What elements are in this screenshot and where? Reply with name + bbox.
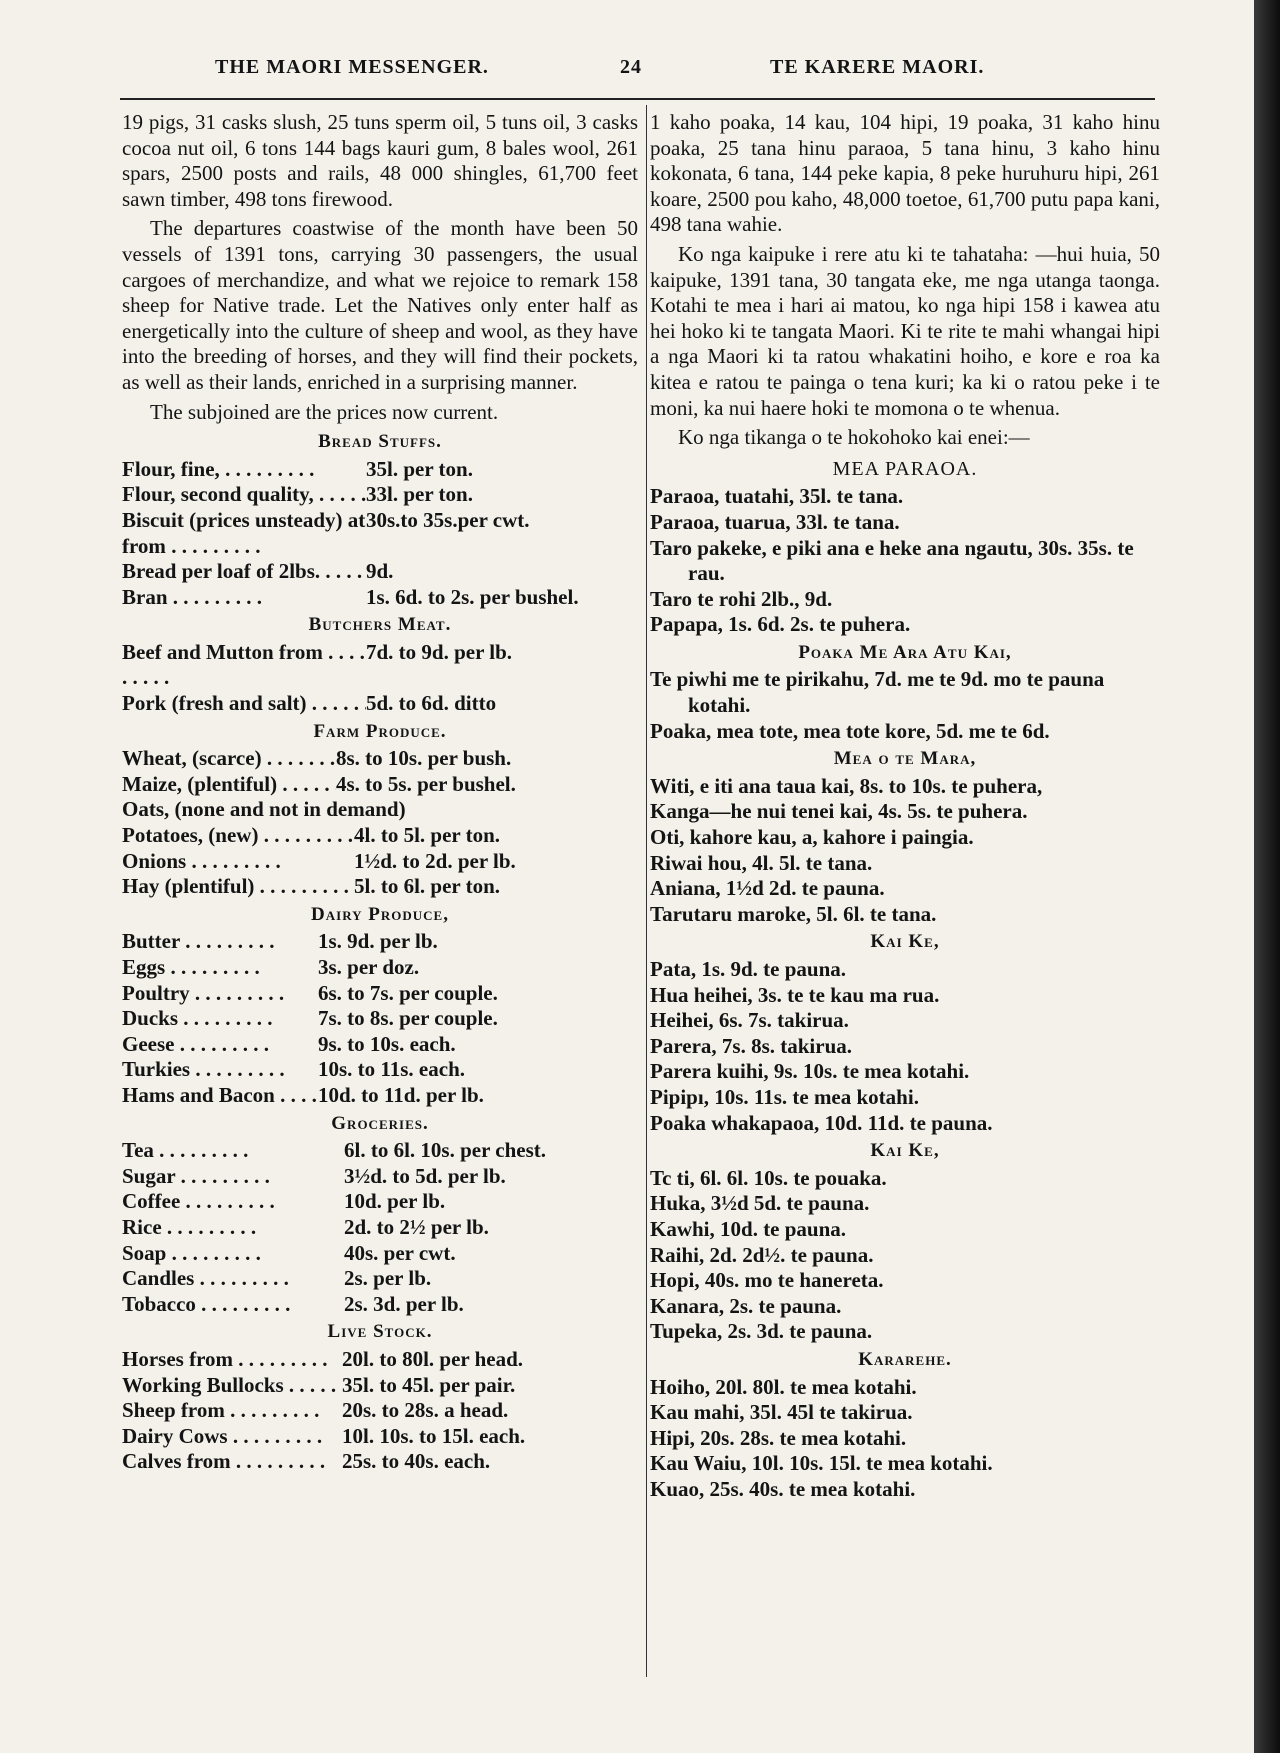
item-price: 8s. to 10s. per bush. (336, 746, 512, 771)
list-item: Aniana, 1½d 2d. te pauna. (650, 876, 885, 901)
price-row (122, 1032, 638, 1058)
section-bread-stuffs: Bread Stuffs. (318, 431, 442, 453)
item-name: Working Bullocks . . . (122, 1373, 342, 1399)
section-live-stock: Live Stock. (327, 1321, 433, 1343)
item-price: 5l. to 6l. per ton. (354, 874, 501, 899)
farm-list (122, 746, 638, 900)
price-row (122, 1164, 638, 1190)
list-item: Raihi, 2d. 2d½. te pauna. (650, 1242, 874, 1267)
list-item: Oti, kahore kau, a, kahore i paingia. (650, 825, 974, 850)
item-name: Beef and Mutton from . . . (122, 640, 366, 691)
item-name: Poultry . . . (122, 981, 318, 1007)
list-item: Pata, 1s. 9d. te pauna. (650, 957, 847, 981)
price-row (122, 559, 638, 585)
price-row (122, 585, 638, 611)
list-item: Poaka whakapaoa, 10d. 11d. te pauna. (650, 1110, 993, 1135)
item-price: 7d. to 9d. per lb. (366, 639, 513, 664)
list-item: Heihei, 6s. 7s. takirua. (650, 1008, 849, 1033)
maori-column (650, 110, 1160, 1502)
english-column (122, 110, 638, 1475)
item-price: 9d. (366, 559, 394, 584)
list-item: Taro te rohi 2lb., 9d. (650, 586, 833, 611)
item-price: 30s.to 35s.per cwt. (366, 507, 530, 532)
list-item: Hoiho, 20l. 80l. te mea kotahi. (650, 1374, 917, 1399)
item-name: Biscuit (prices unsteady) at from . . . (122, 508, 366, 559)
item-price: 2d. to 2½ per lb. (344, 1214, 489, 1239)
price-row (122, 823, 638, 849)
item-name: Eggs . . . (122, 955, 318, 981)
item-name: Hams and Bacon . . . (122, 1083, 318, 1109)
item-name: Wheat, (scarce) . . . (122, 746, 336, 772)
price-row (122, 482, 638, 508)
price-row (122, 772, 638, 798)
item-price: 10s. to 11s. each. (318, 1057, 465, 1082)
price-row (122, 1292, 638, 1318)
list-item: Kanga—he nui tenei kai, 4s. 5s. te puhera. (650, 799, 1028, 824)
item-price: 4l. to 5l. per ton. (354, 823, 501, 848)
header-rule (120, 98, 1155, 100)
item-price: 35l. per ton. (366, 456, 473, 481)
section-kararehe: Kararehe. (858, 1348, 952, 1370)
price-row (122, 1241, 638, 1267)
list-item: Paraoa, tuarua, 33l. te tana. (650, 509, 900, 534)
section-dairy-produce: Dairy Produce, (311, 903, 449, 925)
list-item: Witi, e iti ana taua kai, 8s. to 10s. te puhera, (650, 773, 1043, 798)
list-item: Hopi, 40s. mo te hanereta. (650, 1268, 884, 1293)
item-price: 10d. to 11d. per lb. (318, 1082, 484, 1107)
item-price: 2s. 3d. per lb. (344, 1291, 464, 1316)
section-farm-produce: Farm Produce. (313, 720, 447, 742)
list-item: Pipipı, 10s. 11s. te mea kotahi. (650, 1084, 919, 1109)
item-name: Flour, second quality, . . . (122, 482, 366, 508)
list-item: Poaka, mea tote, mea tote kore, 5d. me te 6d. (650, 718, 1050, 743)
item-price: 35l. to 45l. per pair. (342, 1372, 516, 1397)
item-price: 1s. 9d. per lb. (318, 929, 438, 954)
item-price: 25s. to 40s. each. (342, 1449, 491, 1474)
item-name: Candles . . . (122, 1266, 344, 1292)
item-price: 20s. to 28s. a head. (342, 1398, 509, 1423)
item-price: 1½d. to 2d. per lb. (354, 848, 516, 873)
price-row (122, 929, 638, 955)
prices-intro: The subjoined are the prices now current. (150, 399, 499, 424)
item-name: Soap . . . (122, 1241, 344, 1267)
list-item: Parera kuihi, 9s. 10s. te mea kotahi. (650, 1059, 970, 1084)
item-name: Tea . . . (122, 1138, 344, 1164)
departures-paragraph: The departures coastwise of the month have been 50 vessels of 1391 tons, carrying 30 passengers, the usual cargoes of merchandize, and what we rejoice to remark 158 sheep for Native trade. Let the Natives only enter half as energetically into the culture of sheep and wool, as they have into the breeding of horses, and they will find their pockets, as well as their lands, enriched in a surprising manner. (122, 216, 638, 394)
list-item: Kanara, 2s. te pauna. (650, 1293, 842, 1318)
price-row (122, 849, 638, 875)
item-price: 20l. to 80l. per head. (342, 1346, 524, 1371)
livestock-list (122, 1347, 638, 1475)
list-item: Riwai hou, 4l. 5l. te tana. (650, 850, 873, 875)
item-name: Rice . . . (122, 1215, 344, 1241)
item-price: 6s. to 7s. per couple. (318, 980, 498, 1005)
prices-intro-maori: Ko nga tikanga o te hokohoko kai enei:— (678, 425, 1030, 450)
price-row (122, 1398, 638, 1424)
item-name: Maize, (plentiful) . . . (122, 772, 336, 798)
groceries-list (122, 1138, 638, 1317)
item-price: 6l. to 6l. 10s. per chest. (344, 1138, 547, 1163)
price-row (122, 1266, 638, 1292)
page-number: 24 (620, 56, 642, 78)
butcher-list (122, 640, 638, 717)
item-name: Butter . . . (122, 929, 318, 955)
column-divider (646, 105, 647, 1677)
item-name: Sheep from . . . (122, 1398, 342, 1424)
item-price: 1s. 6d. to 2s. per bushel. (366, 584, 579, 609)
price-row (122, 508, 638, 559)
list-item: Tarutaru maroke, 5l. 6l. te tana. (650, 901, 937, 926)
price-row-note: Oats, (none and not in demand) (122, 797, 406, 822)
price-row (122, 955, 638, 981)
list-item: Kau mahi, 35l. 45l te takirua. (650, 1400, 913, 1425)
price-row (122, 1215, 638, 1241)
item-name: Bread per loaf of 2lbs. . . . (122, 559, 366, 585)
list-item: Papapa, 1s. 6d. 2s. te puhera. (650, 612, 911, 637)
departures-paragraph-maori: Ko nga kaipuke i rere atu ki te tahataha: —hui huia, 50 kaipuke, 1391 tana, 30 tangata eke, me nga utanga taonga. Kotahi te mea i hari ai matou, ko nga hipi 158 i kawea atu hei hoko ki te tangata Maori. Ki te rite te mahi whangai hipi a nga Maori ki ta ratou whakatini hoiho, e kore e roa ka kitea e ratou te painga o tena kuri; ka ki o ratou peke i te moni, ka nui haere hoki te momona o te whenua. (650, 241, 1160, 420)
section-poaka: Poaka Me Ara Atu Kai, (798, 641, 1012, 663)
list-item: Tc ti, 6l. 6l. 10s. te pouaka. (650, 1165, 887, 1190)
price-row (122, 1006, 638, 1032)
price-row (122, 1424, 638, 1450)
item-name: Flour, fine, . . . (122, 457, 366, 483)
item-name: Horses from . . . (122, 1347, 342, 1373)
page-header (120, 52, 1160, 86)
item-name: Potatoes, (new) . . . (122, 823, 354, 849)
exports-paragraph-maori: 1 kaho poaka, 14 kau, 104 hipi, 19 poaka, 31 kaho hinu poaka, 25 tana hinu paraoa, 5 tana hinu, 3 kaho hinu kokonata, 6 tana, 144 peke kapia, 8 peke huruhuru hipi, 261 koare, 2500 pou kaho, 48,000 toetoe, 61,700 putu papa kani, 498 tana wahie. (650, 110, 1160, 237)
section-mea-paraoa: MEA PARAOA. (832, 457, 978, 480)
item-name: Dairy Cows . . . (122, 1424, 342, 1450)
price-row (122, 746, 638, 772)
price-row (122, 1138, 638, 1164)
price-row (122, 691, 638, 717)
list-item: Paraoa, tuatahi, 35l. te tana. (650, 484, 904, 509)
list-item: Kuao, 25s. 40s. te mea kotahi. (650, 1476, 916, 1501)
item-price: 3½d. to 5d. per lb. (344, 1163, 506, 1188)
list-item: Hua heihei, 3s. te te kau ma rua. (650, 982, 940, 1007)
section-butchers-meat: Butchers Meat. (308, 614, 452, 636)
price-row (122, 640, 638, 691)
price-row (122, 1347, 638, 1373)
price-row (122, 874, 638, 900)
list-item: Kawhi, 10d. te pauna. (650, 1216, 847, 1241)
item-name: Bran . . . (122, 585, 366, 611)
list-item: Te piwhi me te pirikahu, 7d. me te 9d. mo te pauna kotahi. (650, 667, 1105, 718)
item-name: Ducks . . . (122, 1006, 318, 1032)
list-item: Taro pakeke, e piki ana e heke ana ngautu, 30s. 35s. te rau. (650, 535, 1134, 586)
price-row (122, 457, 638, 483)
item-price: 7s. to 8s. per couple. (318, 1006, 498, 1031)
item-name: Tobacco . . . (122, 1292, 344, 1318)
price-row (122, 1373, 638, 1399)
dairy-list (122, 929, 638, 1108)
item-price: 2s. per lb. (344, 1266, 432, 1291)
item-name: Geese . . . (122, 1032, 318, 1058)
item-name: Sugar . . . (122, 1164, 344, 1190)
item-price: 9s. to 10s. each. (318, 1031, 456, 1056)
list-item: Tupeka, 2s. 3d. te pauna. (650, 1319, 873, 1344)
item-price: 4s. to 5s. per bushel. (336, 771, 516, 796)
item-name: Calves from . . . (122, 1449, 342, 1475)
price-row (122, 1189, 638, 1215)
item-price: 33l. per ton. (366, 482, 473, 507)
item-name: Pork (fresh and salt) . . . (122, 691, 366, 717)
section-groceries: Groceries. (331, 1112, 429, 1134)
header-left-title: THE MAORI MESSENGER. (215, 56, 489, 78)
item-price: 3s. per doz. (318, 955, 420, 979)
page-edge-shadow (1254, 0, 1280, 1753)
item-price: 5d. to 6d. ditto (366, 691, 497, 716)
list-item: Parera, 7s. 8s. takirua. (650, 1033, 853, 1058)
list-item: Hipi, 20s. 28s. te mea kotahi. (650, 1425, 907, 1450)
price-row (122, 1083, 638, 1109)
price-row (122, 981, 638, 1007)
section-mea-o-te-mara: Mea o te Mara, (833, 748, 977, 770)
list-item: Kau Waiu, 10l. 10s. 15l. te mea kotahi. (650, 1451, 993, 1476)
price-row (122, 1449, 638, 1475)
section-kai-ke-2: Kai Ke, (870, 1140, 940, 1162)
item-name: Onions . . . (122, 849, 354, 875)
exports-paragraph: 19 pigs, 31 casks slush, 25 tuns sperm oil, 5 tuns oil, 3 casks cocoa nut oil, 6 tons 144 bags kauri gum, 8 bales wool, 261 spars, 2500 posts and rails, 48 000 shingles, 61,700 feet sawn timber, 498 tons firewood. (122, 110, 638, 211)
item-price: 10d. per lb. (344, 1189, 446, 1214)
item-name: Hay (plentiful) . . . (122, 874, 354, 900)
list-item: Huka, 3½d 5d. te pauna. (650, 1191, 870, 1216)
header-right-title: TE KARERE MAORI. (770, 56, 985, 78)
price-row (122, 1057, 638, 1083)
section-kai-ke: Kai Ke, (870, 931, 940, 953)
item-price: 40s. per cwt. (344, 1240, 456, 1265)
item-price: 10l. 10s. to 15l. each. (342, 1423, 526, 1448)
item-name: Coffee . . . (122, 1189, 344, 1215)
item-name: Turkies . . . (122, 1057, 318, 1083)
bread-list (122, 457, 638, 611)
